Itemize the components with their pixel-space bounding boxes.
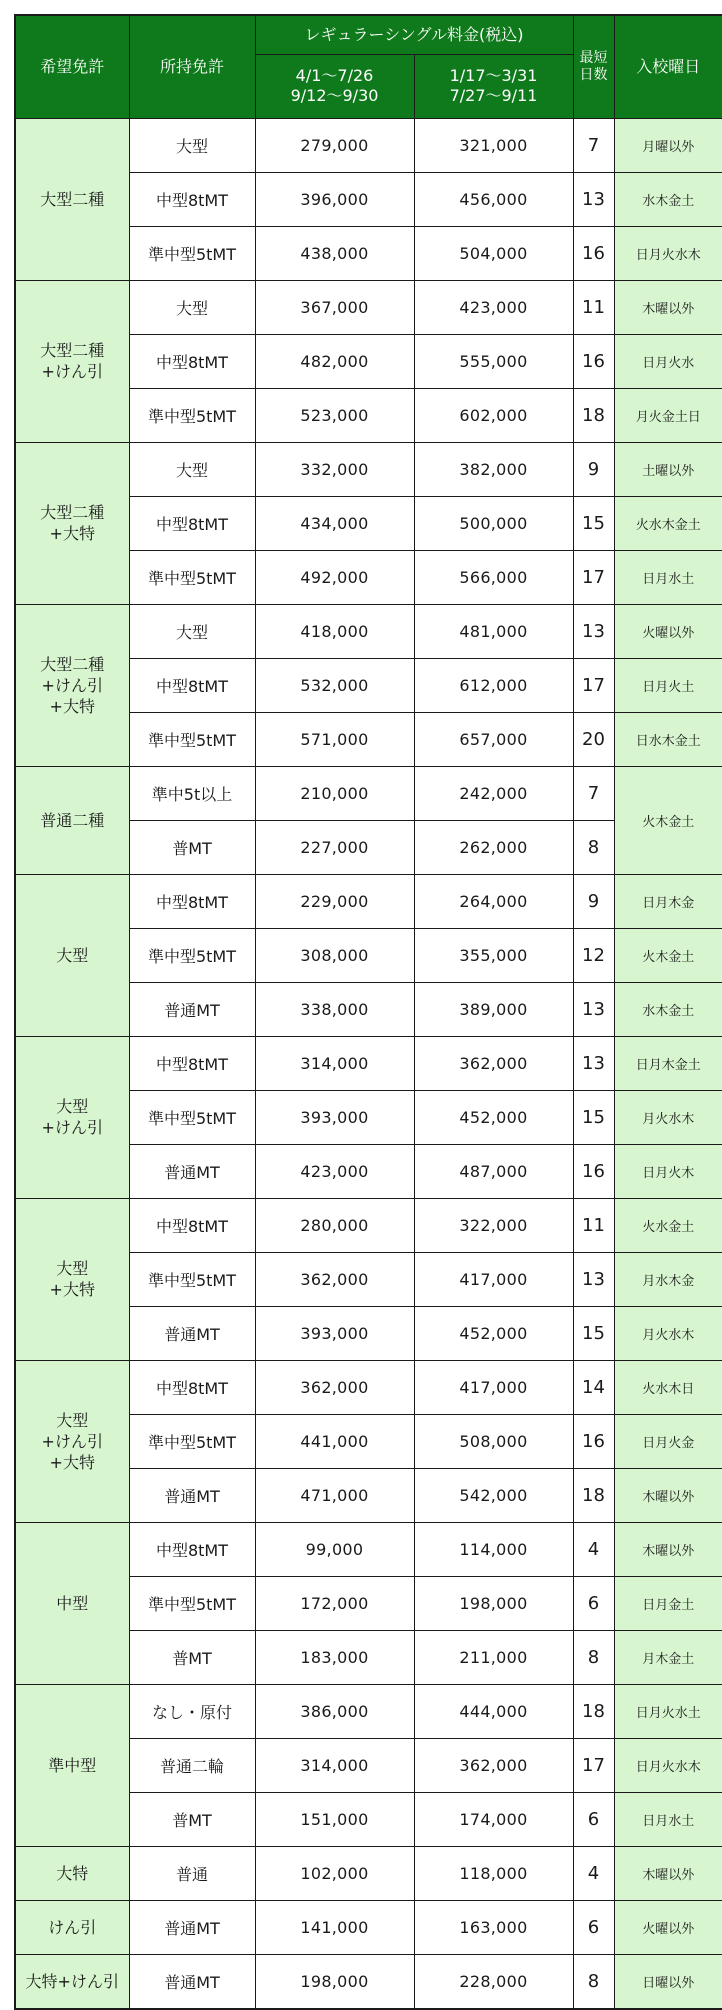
price-period-a-cell: 279,000 (255, 118, 414, 172)
price-period-a-cell: 492,000 (255, 550, 414, 604)
held-license-cell: 普通MT (129, 1900, 255, 1954)
entry-days-cell: 火水木日 (614, 1360, 722, 1414)
table-row (15, 1198, 722, 1252)
entry-days-cell: 日水木金土 (614, 712, 722, 766)
price-period-b-cell: 508,000 (414, 1414, 573, 1468)
price-period-b-cell: 382,000 (414, 442, 573, 496)
entry-days-cell: 月火水木 (614, 1090, 722, 1144)
held-license-cell: 準中型5tMT (129, 1414, 255, 1468)
table-row (15, 442, 722, 496)
price-period-a-cell: 227,000 (255, 820, 414, 874)
price-period-a-cell: 102,000 (255, 1846, 414, 1900)
price-period-a-cell: 362,000 (255, 1360, 414, 1414)
held-license-cell: 準中5t以上 (129, 766, 255, 820)
min-days-cell: 8 (573, 1954, 614, 2009)
table-row (15, 1954, 722, 2009)
price-period-b-cell: 114,000 (414, 1522, 573, 1576)
price-period-b-cell: 555,000 (414, 334, 573, 388)
min-days-cell: 6 (573, 1792, 614, 1846)
held-license-cell: 普通MT (129, 1468, 255, 1522)
held-license-cell: 準中型5tMT (129, 712, 255, 766)
price-period-a-cell: 229,000 (255, 874, 414, 928)
wanted-license-cell: 中型 (15, 1522, 129, 1684)
entry-days-cell: 日月金土 (614, 1576, 722, 1630)
price-period-a-cell: 434,000 (255, 496, 414, 550)
table-row (15, 1036, 722, 1090)
price-table (14, 14, 722, 2010)
price-period-a-cell: 482,000 (255, 334, 414, 388)
held-license-cell: 普MT (129, 1630, 255, 1684)
min-days-cell: 13 (573, 1036, 614, 1090)
price-period-a-cell: 141,000 (255, 1900, 414, 1954)
entry-days-cell: 日月水土 (614, 1792, 722, 1846)
entry-days-cell: 日月火水木 (614, 226, 722, 280)
entry-days-cell: 水木金土 (614, 982, 722, 1036)
price-period-a-cell: 362,000 (255, 1252, 414, 1306)
min-days-cell: 20 (573, 712, 614, 766)
wanted-license-cell: 大特+けん引 (15, 1954, 129, 2009)
price-period-a-cell: 471,000 (255, 1468, 414, 1522)
min-days-cell: 7 (573, 118, 614, 172)
price-period-a-cell: 367,000 (255, 280, 414, 334)
entry-days-cell: 火木金土 (614, 928, 722, 982)
min-days-cell: 13 (573, 604, 614, 658)
header-period-b: 1/17～3/31 7/27～9/11 (414, 54, 573, 118)
table-row (15, 604, 722, 658)
price-period-a-cell: 423,000 (255, 1144, 414, 1198)
entry-days-cell: 月水木金 (614, 1252, 722, 1306)
held-license-cell: 準中型5tMT (129, 550, 255, 604)
held-license-cell: 中型8tMT (129, 496, 255, 550)
min-days-cell: 14 (573, 1360, 614, 1414)
entry-days-cell: 日月火水土 (614, 1684, 722, 1738)
price-period-b-cell: 389,000 (414, 982, 573, 1036)
price-period-b-cell: 174,000 (414, 1792, 573, 1846)
min-days-cell: 6 (573, 1576, 614, 1630)
header-held-license: 所持免許 (129, 15, 255, 118)
min-days-cell: 12 (573, 928, 614, 982)
price-period-a-cell: 438,000 (255, 226, 414, 280)
held-license-cell: 中型8tMT (129, 334, 255, 388)
min-days-cell: 17 (573, 550, 614, 604)
held-license-cell: 普通二輪 (129, 1738, 255, 1792)
wanted-license-cell: 大型 +けん引 (15, 1036, 129, 1198)
table-row (15, 874, 722, 928)
held-license-cell: 中型8tMT (129, 874, 255, 928)
price-period-a-cell: 308,000 (255, 928, 414, 982)
header-period-a: 4/1～7/26 9/12～9/30 (255, 54, 414, 118)
min-days-cell: 18 (573, 1684, 614, 1738)
price-period-b-cell: 262,000 (414, 820, 573, 874)
price-period-b-cell: 500,000 (414, 496, 573, 550)
min-days-cell: 11 (573, 280, 614, 334)
price-period-b-cell: 355,000 (414, 928, 573, 982)
min-days-cell: 4 (573, 1522, 614, 1576)
held-license-cell: 大型 (129, 604, 255, 658)
price-period-a-cell: 386,000 (255, 1684, 414, 1738)
price-period-b-cell: 228,000 (414, 1954, 573, 2009)
held-license-cell: 普通MT (129, 1954, 255, 2009)
price-period-a-cell: 183,000 (255, 1630, 414, 1684)
price-period-b-cell: 456,000 (414, 172, 573, 226)
min-days-cell: 16 (573, 226, 614, 280)
price-period-b-cell: 362,000 (414, 1036, 573, 1090)
price-period-b-cell: 602,000 (414, 388, 573, 442)
price-period-a-cell: 172,000 (255, 1576, 414, 1630)
table-row (15, 766, 722, 820)
price-period-b-cell: 452,000 (414, 1090, 573, 1144)
held-license-cell: 普通 (129, 1846, 255, 1900)
header-wanted-license: 希望免許 (15, 15, 129, 118)
min-days-cell: 16 (573, 1414, 614, 1468)
entry-days-cell: 木曜以外 (614, 1468, 722, 1522)
held-license-cell: 準中型5tMT (129, 1090, 255, 1144)
table-row (15, 1900, 722, 1954)
entry-days-cell: 日月木金 (614, 874, 722, 928)
held-license-cell: 中型8tMT (129, 658, 255, 712)
wanted-license-cell: 大型二種 +けん引 (15, 280, 129, 442)
entry-days-cell: 日月火水 (614, 334, 722, 388)
price-period-b-cell: 542,000 (414, 1468, 573, 1522)
min-days-cell: 17 (573, 658, 614, 712)
entry-days-cell: 月火水木 (614, 1306, 722, 1360)
wanted-license-cell: 大型 +大特 (15, 1198, 129, 1360)
price-period-a-cell: 314,000 (255, 1036, 414, 1090)
wanted-license-cell: 大型二種 +大特 (15, 442, 129, 604)
held-license-cell: 中型8tMT (129, 1036, 255, 1090)
held-license-cell: 普MT (129, 1792, 255, 1846)
price-period-b-cell: 504,000 (414, 226, 573, 280)
min-days-cell: 18 (573, 1468, 614, 1522)
held-license-cell: 普通MT (129, 982, 255, 1036)
price-period-a-cell: 571,000 (255, 712, 414, 766)
min-days-cell: 6 (573, 1900, 614, 1954)
price-period-b-cell: 423,000 (414, 280, 573, 334)
held-license-cell: 中型8tMT (129, 1522, 255, 1576)
wanted-license-cell: 大型 +けん引 +大特 (15, 1360, 129, 1522)
entry-days-cell: 土曜以外 (614, 442, 722, 496)
entry-days-cell: 火曜以外 (614, 1900, 722, 1954)
entry-days-cell: 木曜以外 (614, 1522, 722, 1576)
price-period-a-cell: 441,000 (255, 1414, 414, 1468)
wanted-license-cell: 大型二種 (15, 118, 129, 280)
held-license-cell: 準中型5tMT (129, 226, 255, 280)
min-days-cell: 8 (573, 820, 614, 874)
held-license-cell: 中型8tMT (129, 172, 255, 226)
price-period-a-cell: 523,000 (255, 388, 414, 442)
price-period-b-cell: 322,000 (414, 1198, 573, 1252)
header-regular-single-price: レギュラーシングル料金(税込) (255, 15, 573, 54)
price-period-a-cell: 418,000 (255, 604, 414, 658)
price-period-b-cell: 198,000 (414, 1576, 573, 1630)
held-license-cell: 大型 (129, 118, 255, 172)
min-days-cell: 18 (573, 388, 614, 442)
table-row (15, 1360, 722, 1414)
min-days-cell: 13 (573, 172, 614, 226)
table-body (15, 118, 722, 2009)
held-license-cell: 大型 (129, 442, 255, 496)
min-days-cell: 7 (573, 766, 614, 820)
min-days-cell: 15 (573, 496, 614, 550)
wanted-license-cell: 大型二種 +けん引 +大特 (15, 604, 129, 766)
wanted-license-cell: けん引 (15, 1900, 129, 1954)
price-period-b-cell: 487,000 (414, 1144, 573, 1198)
price-period-b-cell: 163,000 (414, 1900, 573, 1954)
price-period-b-cell: 242,000 (414, 766, 573, 820)
price-period-a-cell: 332,000 (255, 442, 414, 496)
price-period-a-cell: 210,000 (255, 766, 414, 820)
wanted-license-cell: 準中型 (15, 1684, 129, 1846)
held-license-cell: 普通MT (129, 1306, 255, 1360)
held-license-cell: 大型 (129, 280, 255, 334)
price-period-a-cell: 393,000 (255, 1306, 414, 1360)
min-days-cell: 17 (573, 1738, 614, 1792)
held-license-cell: 準中型5tMT (129, 1252, 255, 1306)
entry-days-cell: 火曜以外 (614, 604, 722, 658)
price-period-b-cell: 321,000 (414, 118, 573, 172)
table-row (15, 118, 722, 172)
price-period-a-cell: 198,000 (255, 1954, 414, 2009)
held-license-cell: 中型8tMT (129, 1360, 255, 1414)
min-days-cell: 11 (573, 1198, 614, 1252)
entry-days-cell: 日月火金 (614, 1414, 722, 1468)
entry-days-cell: 火水金土 (614, 1198, 722, 1252)
table-header (15, 15, 722, 118)
min-days-cell: 13 (573, 982, 614, 1036)
min-days-cell: 9 (573, 874, 614, 928)
entry-days-cell: 日曜以外 (614, 1954, 722, 2009)
wanted-license-cell: 大型 (15, 874, 129, 1036)
price-period-b-cell: 481,000 (414, 604, 573, 658)
price-period-b-cell: 417,000 (414, 1252, 573, 1306)
price-period-b-cell: 444,000 (414, 1684, 573, 1738)
held-license-cell: 準中型5tMT (129, 388, 255, 442)
entry-days-cell: 木曜以外 (614, 1846, 722, 1900)
price-period-a-cell: 393,000 (255, 1090, 414, 1144)
header-entry-days: 入校曜日 (614, 15, 722, 118)
held-license-cell: 普通MT (129, 1144, 255, 1198)
min-days-cell: 16 (573, 1144, 614, 1198)
price-period-b-cell: 264,000 (414, 874, 573, 928)
table-row (15, 1522, 722, 1576)
held-license-cell: 準中型5tMT (129, 928, 255, 982)
wanted-license-cell: 大特 (15, 1846, 129, 1900)
held-license-cell: なし・原付 (129, 1684, 255, 1738)
price-period-a-cell: 314,000 (255, 1738, 414, 1792)
entry-days-cell: 日月火水木 (614, 1738, 722, 1792)
price-period-b-cell: 452,000 (414, 1306, 573, 1360)
price-period-b-cell: 362,000 (414, 1738, 573, 1792)
entry-days-cell: 木曜以外 (614, 280, 722, 334)
entry-days-cell: 月木金土 (614, 1630, 722, 1684)
min-days-cell: 8 (573, 1630, 614, 1684)
price-period-a-cell: 532,000 (255, 658, 414, 712)
table-row (15, 1846, 722, 1900)
price-period-b-cell: 657,000 (414, 712, 573, 766)
min-days-cell: 4 (573, 1846, 614, 1900)
price-period-b-cell: 417,000 (414, 1360, 573, 1414)
min-days-cell: 15 (573, 1306, 614, 1360)
wanted-license-cell: 普通二種 (15, 766, 129, 874)
min-days-cell: 13 (573, 1252, 614, 1306)
entry-days-cell: 月火金土日 (614, 388, 722, 442)
held-license-cell: 準中型5tMT (129, 1576, 255, 1630)
entry-days-cell: 日月木金土 (614, 1036, 722, 1090)
entry-days-cell: 日月火土 (614, 658, 722, 712)
min-days-cell: 16 (573, 334, 614, 388)
entry-days-cell: 火木金土 (614, 766, 722, 874)
min-days-cell: 15 (573, 1090, 614, 1144)
entry-days-cell: 月曜以外 (614, 118, 722, 172)
price-period-a-cell: 99,000 (255, 1522, 414, 1576)
header-min-days: 最短 日数 (573, 15, 614, 118)
price-period-b-cell: 118,000 (414, 1846, 573, 1900)
price-period-a-cell: 338,000 (255, 982, 414, 1036)
entry-days-cell: 水木金土 (614, 172, 722, 226)
table-row (15, 280, 722, 334)
min-days-cell: 9 (573, 442, 614, 496)
price-period-b-cell: 211,000 (414, 1630, 573, 1684)
price-period-b-cell: 612,000 (414, 658, 573, 712)
entry-days-cell: 日月水土 (614, 550, 722, 604)
entry-days-cell: 日月火木 (614, 1144, 722, 1198)
price-period-a-cell: 280,000 (255, 1198, 414, 1252)
price-period-b-cell: 566,000 (414, 550, 573, 604)
entry-days-cell: 火水木金土 (614, 496, 722, 550)
price-period-a-cell: 396,000 (255, 172, 414, 226)
held-license-cell: 中型8tMT (129, 1198, 255, 1252)
price-period-a-cell: 151,000 (255, 1792, 414, 1846)
table-row (15, 1684, 722, 1738)
held-license-cell: 普MT (129, 820, 255, 874)
